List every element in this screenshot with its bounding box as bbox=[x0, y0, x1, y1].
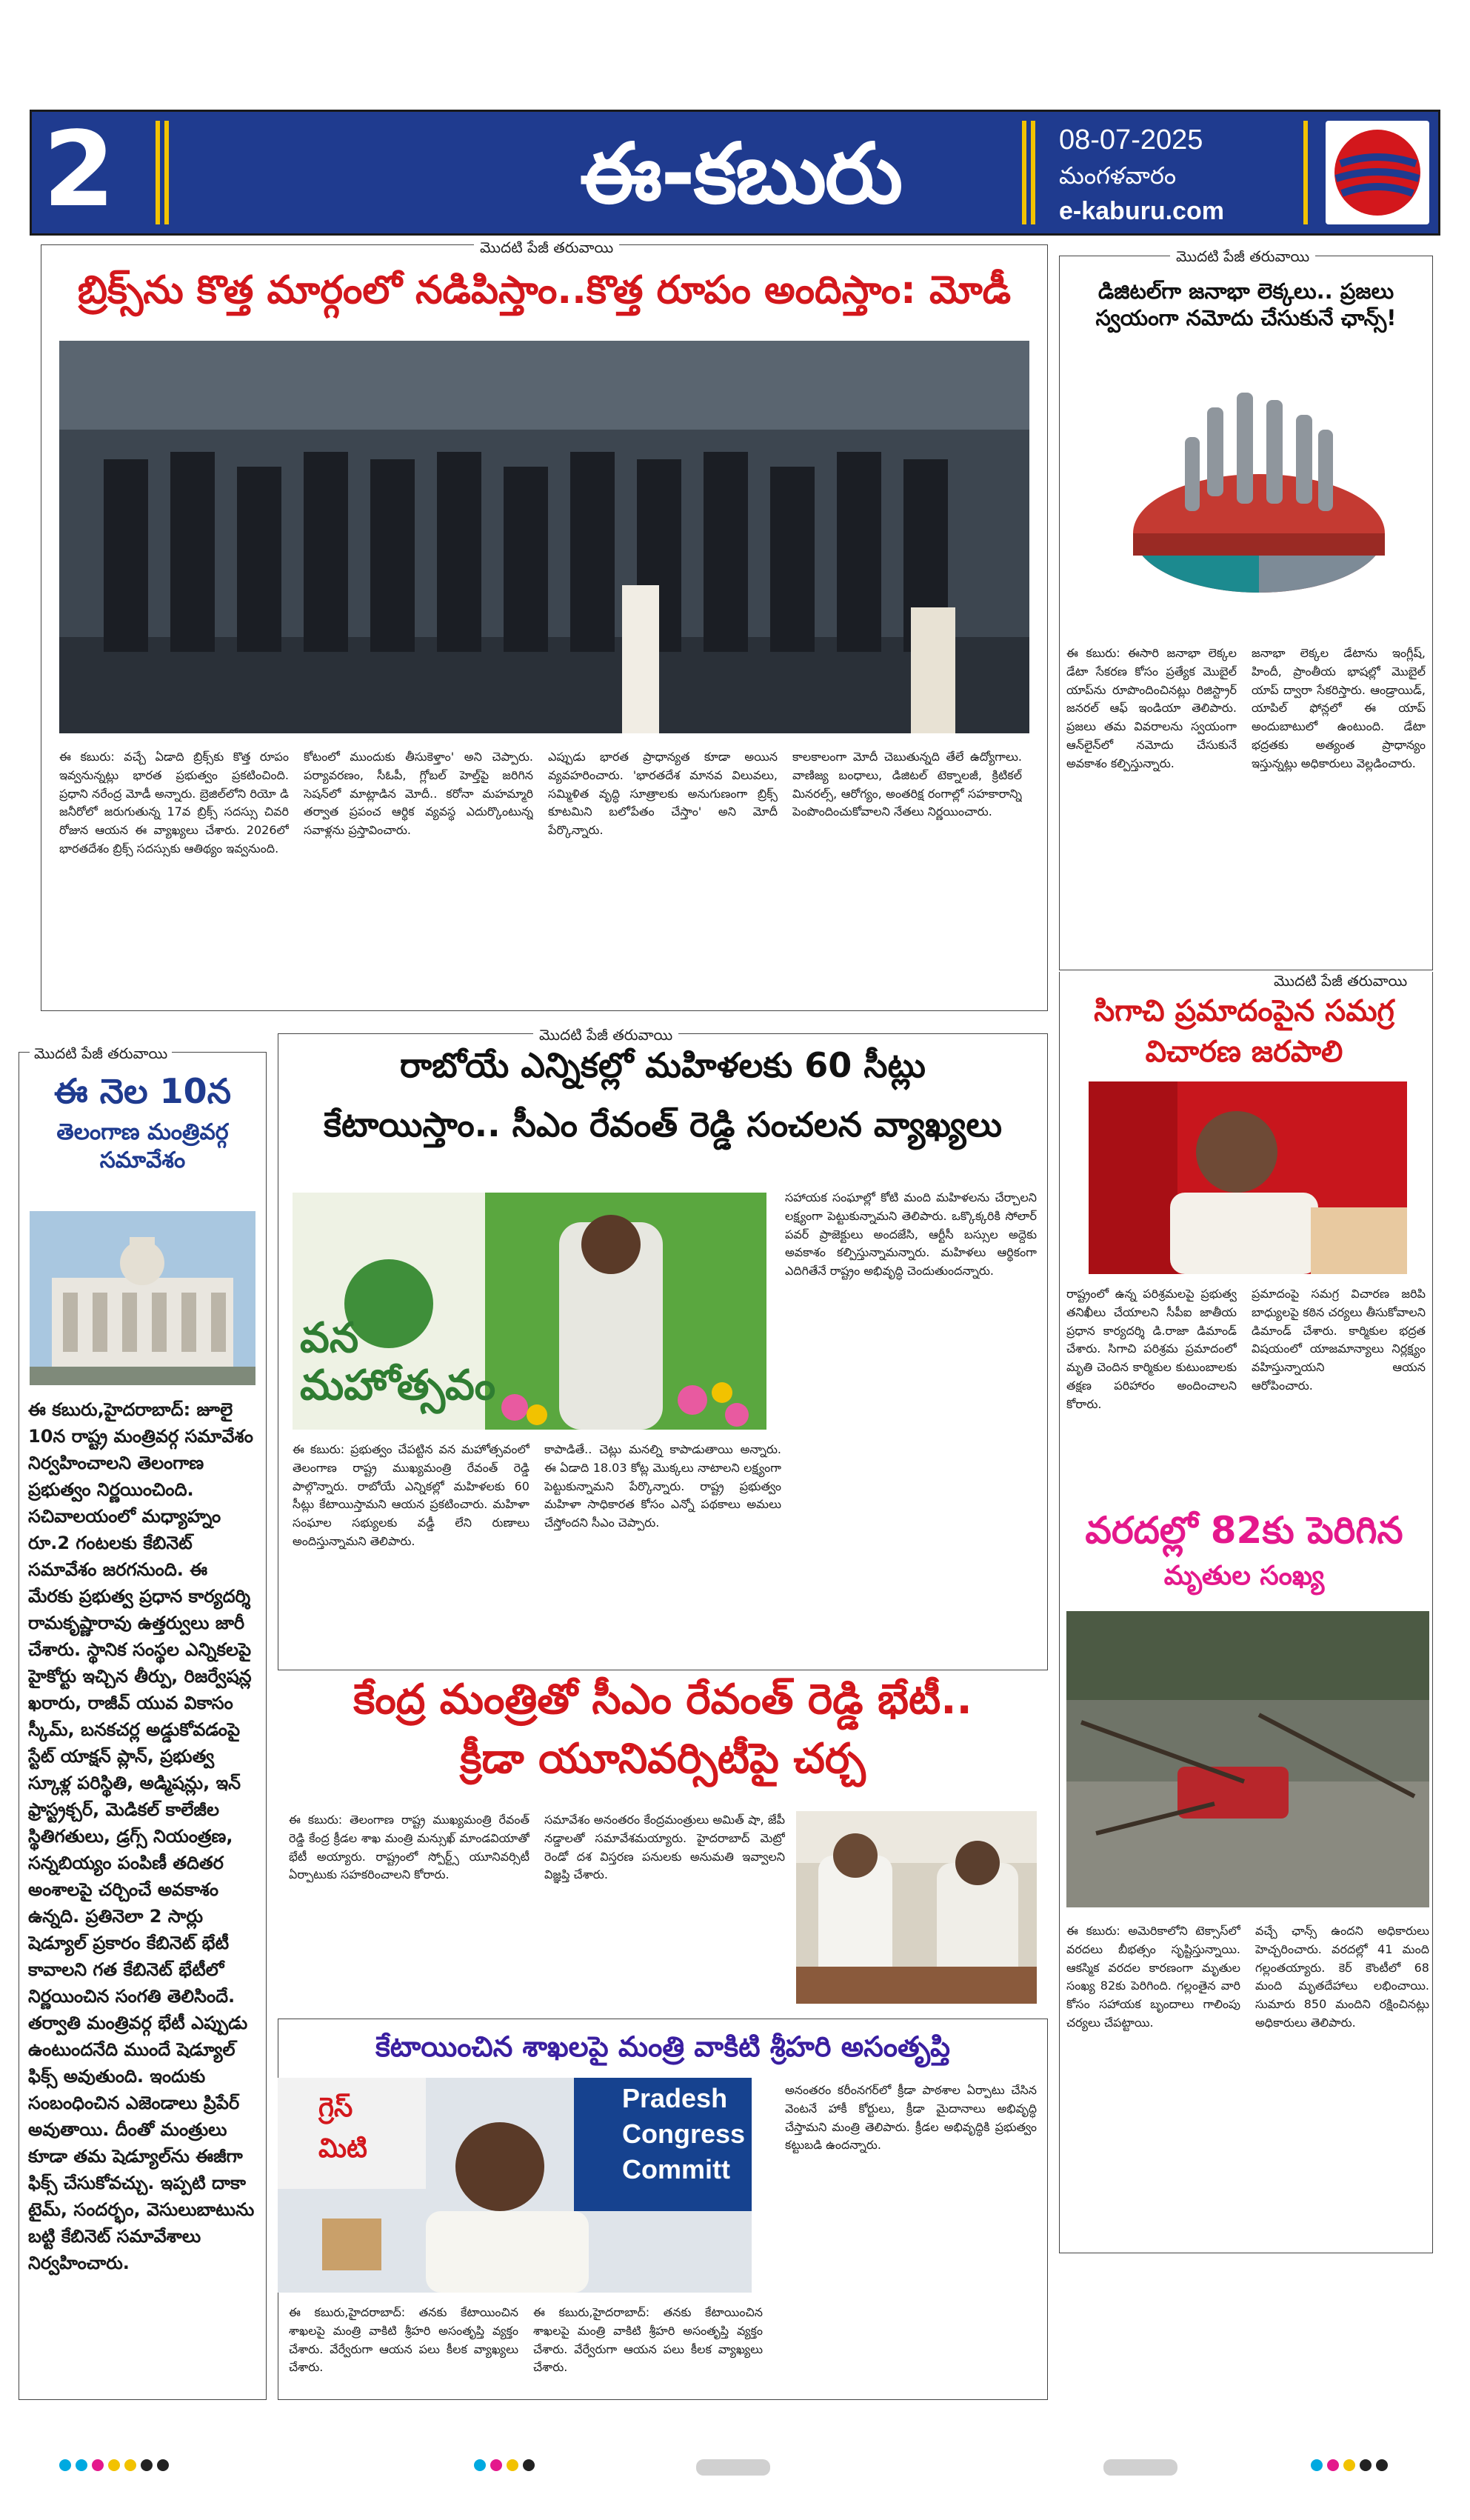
color-registration-mark bbox=[1311, 2459, 1392, 2476]
sigachi-column-1: రాష్ట్రంలో ఉన్న పరిశ్రమలపై ప్రభుత్వ తనిఖీలు చేయాలని సీపీఐ జాతీయ ప్రధాన కార్యదర్శి డి.రాజా డిమాండ్ చేశారు. సిగాచి పరిశ్రమ ప్రమాదంలో మృతి చెందిన కార్మికుల కుటుంబాలకు తక్షణ పరిహారం అందించాలని కోరారు. bbox=[1066, 1287, 1237, 1411]
vakiti-column-2: ఈ కబురు,హైదరాబాద్: తనకు కేటాయించిన శాఖలపై మంత్రి వాకిటి శ్రీహరి అసంతృప్తి వ్యక్తం చేశారు. వేర్వేరుగా ఆయన పలు కీలక వ్యాఖ్యలు చేశారు. bbox=[533, 2305, 763, 2375]
census-column-1: ఈ కబురు: ఈసారి జనాభా లెక్కల డేటా సేకరణ కోసం ప్రత్యేక మొబైల్ యాప్‌ను రూపొందించినట్లు రిజిస్ట్రార్ జనరల్ ఆఫ్ ఇండియా తెలిపారు. ప్రజలు తమ వివరాలను స్వయంగా ఆన్‌లైన్‌లో నమోదు చేసుకునే అవకాశం కల్పిస్తున్నారు. bbox=[1066, 646, 1237, 770]
vana-mahotsavam-banner: వన మహోత్సవం bbox=[300, 1314, 496, 1410]
right-column-frame bbox=[1059, 972, 1433, 2253]
sports-university-headline-line-2: క్రీడా యూనివర్సిటీపై చర్చ bbox=[460, 1735, 866, 1783]
page-number: 2 bbox=[43, 110, 116, 230]
brics-column-3: ఎప్పుడు భారత ప్రాధాన్యత కూడా అయిన వ్యవహరించారు. 'భారతదేశ మానవ విలువలు, సమ్మిళిత వృద్ధి సూత్రాలకు అనుగుణంగా బ్రిక్స్ కూటమిని బలోపేతం చేస్తాం' అని మోదీ పేర్కొన్నారు. bbox=[548, 750, 778, 838]
floods-headline-line-1: వరదల్లో 82కు పెరిగిన bbox=[1085, 1509, 1403, 1552]
color-registration-mark bbox=[59, 2459, 173, 2476]
census-kicker: మొదటి పేజీ తరువాయి bbox=[1170, 247, 1315, 269]
masthead-divider bbox=[1303, 121, 1308, 224]
floods-headline-line-2: మృతుల సంఖ్య bbox=[1163, 1561, 1325, 1591]
sports-university-column-2: సమావేశం అనంతరం కేంద్రమంత్రులు అమిత్ షా, జేపీ నడ్డాలతో సమావేశమయ్యారు. హైదరాబాద్ మెట్రో రెండో దశ విస్తరణ పనులకు అనుమతి ఇవ్వాలని విజ్ఞప్తి చేశారు. bbox=[544, 1813, 785, 1882]
census-headline: డిజిటల్‌గా జనాభా లెక్కలు.. ప్రజలు స్వయంగా నమోదు చేసుకునే ఛాన్స్! bbox=[1095, 279, 1397, 331]
cm-meeting-photo bbox=[796, 1811, 1037, 2004]
floods-column-1: ఈ కబురు: అమెరికాలోని టెక్సాస్‌లో వరదలు బీభత్సం సృష్టిస్తున్నాయి. ఆకస్మిక వరదల కారణంగా మృతుల సంఖ్య 82కు పెరిగింది. గల్లంతైన వారి కోసం సహాయక బృందాలు గాలింపు చర్యలు చేపట్టాయి. bbox=[1066, 1924, 1240, 2030]
vakiti-banner-english-1: Pradesh bbox=[622, 2083, 728, 2113]
vakiti-column-1: ఈ కబురు,హైదరాబాద్: తనకు కేటాయించిన శాఖలపై మంత్రి వాకిటి శ్రీహరి అసంతృప్తి వ్యక్తం చేశారు. వేర్వేరుగా ఆయన పలు కీలక వ్యాఖ్యలు చేశారు. bbox=[289, 2305, 518, 2375]
issue-day: మంగళవారం bbox=[1059, 161, 1177, 190]
brics-column-4: కాలకాలంగా మోదీ చెబుతున్నది తేలే ఉద్యోగాలు. వాణిజ్య బంధాలు, డిజిటల్ టెక్నాలజీ, క్రిటికల్ మినరల్స్, ఆరోగ్యం, అంతరిక్ష రంగాల్లో సహకారాన్ని పెంపొందించుకోవాలని నేతలు నిర్ణయించారు. bbox=[792, 750, 1022, 819]
sigachi-kicker: మొదటి పేజీ తరువాయి bbox=[1274, 972, 1408, 990]
brand-logo bbox=[1326, 121, 1429, 224]
women-seats-headline-line-2: కేటాయిస్తాం.. సీఎం రేవంత్ రెడ్డి సంచలన వ్యాఖ్యలు bbox=[323, 1104, 1003, 1144]
census-illustration bbox=[1118, 348, 1400, 630]
newspaper-title: ఈ-కబురు bbox=[579, 126, 902, 222]
vakiti-banner-english-2: Congress bbox=[622, 2119, 746, 2149]
vakiti-headline: కేటాయించిన శాఖలపై మంత్రి వాకిటి శ్రీహరి అసంతృప్తి bbox=[375, 2030, 951, 2063]
cabinet-kicker: మొదటి పేజీ తరువాయి bbox=[30, 1044, 172, 1066]
brics-kicker: మొదటి పేజీ తరువాయి bbox=[474, 239, 619, 260]
vakiti-banner-english-3: Committ bbox=[622, 2154, 730, 2184]
vakiti-banner-telugu-2: మిటి bbox=[318, 2133, 367, 2164]
sigachi-column-2: ప్రమాదంపై సమగ్ర విచారణ జరిపి బాధ్యులపై కఠిన చర్యలు తీసుకోవాలని డిమాండ్ చేశారు. కార్మికుల భద్రత విషయంలో యాజమాన్యాలు నిర్లక్ష్యం వహిస్తున్నాయని ఆయన ఆరోపించారు. bbox=[1252, 1287, 1426, 1393]
brics-leaders-photo bbox=[59, 341, 1029, 733]
website-link[interactable]: e-kaburu.com bbox=[1059, 197, 1224, 225]
grey-registration-bar bbox=[696, 2459, 770, 2476]
masthead-divider bbox=[1031, 121, 1035, 224]
women-seats-column-3: సహాయక సంఘాల్లో కోటి మంది మహిళలను చేర్చాలని లక్ష్యంగా పెట్టుకున్నామని తెలిపారు. ఒక్కొక్కరికి సోలార్ పవర్ ప్రాజెక్టులు అందజేసి, ఆర్టీసీ బస్సుల అద్దెకు అవకాశం కల్పిస్తున్నామన్నారు. మహిళలు ఆర్థికంగా ఎదిగితేనే రాష్ట్రం అభివృద్ధి చెందుతుందన్నారు. bbox=[785, 1190, 1037, 1279]
women-seats-column-2: కాపాడితే.. చెట్లు మనల్ని కాపాడుతాయి అన్నారు. ఈ ఏడాది 18.03 కోట్ల మొక్కలు నాటాలని లక్ష్యంగా పెట్టుకున్నామని పేర్కొన్నారు. రాష్ట్ర ప్రభుత్వం మహిళా సాధికారత కోసం ఎన్నో పథకాలు అమలు చేస్తోందని సీఎం చెప్పారు. bbox=[544, 1442, 781, 1530]
brand-logo-icon bbox=[1326, 121, 1429, 224]
vakiti-column-3: అనంతరం కరీంనగర్‌లో క్రీడా పాఠశాల ఏర్పాటు చేసిన వెంటనే హాకీ కోర్టులు, క్రీడా మైదానాలు అభివృద్ధి చేస్తామని మంత్రి తెలిపారు. క్రీడల అభివృద్ధికి ప్రభుత్వం కట్టుబడి ఉందన్నారు. bbox=[785, 2083, 1037, 2153]
floods-column-2: వచ్చే ఛాన్స్ ఉందని అధికారులు హెచ్చరించారు. వరదల్లో 41 మంది గల్లంతయ్యారు. కెర్ కౌంటీలో 68 మంది మృతదేహాలు లభించాయి. సుమారు 850 మందిని రక్షించినట్లు అధికారులు తెలిపారు. bbox=[1255, 1924, 1429, 2030]
cabinet-headline-line-2: తెలంగాణ మంత్రివర్గ సమావేశం bbox=[56, 1119, 229, 1173]
census-column-2: జనాభా లెక్కల డేటాను ఇంగ్లీష్, హిందీ, ప్రాంతీయ భాషల్లో మొబైల్ యాప్ ద్వారా సేకరిస్తారు. ఆండ్రాయిడ్, యాపిల్ ఫోన్లలో ఈ యాప్ అందుబాటులో ఉంటుంది. డేటా భద్రతకు అత్యంత ప్రాధాన్యం ఇస్తున్నట్లు అధికారులు వెల్లడించారు. bbox=[1252, 646, 1426, 770]
grey-registration-bar bbox=[1103, 2459, 1177, 2476]
sigachi-headline-line-2: విచారణ జరపాలి bbox=[1145, 1035, 1343, 1069]
women-seats-headline-line-1: రాబోయే ఎన్నికల్లో మహిళలకు 60 సీట్లు bbox=[400, 1045, 926, 1085]
masthead-divider bbox=[164, 121, 169, 224]
women-seats-kicker: మొదటి పేజీ తరువాయి bbox=[533, 1026, 678, 1047]
brics-headline: బ్రిక్స్‌ను కొత్త మార్గంలో నడిపిస్తాం..కొత్త రూపం అందిస్తాం: మోడీ bbox=[77, 268, 1012, 313]
sports-university-headline-line-1: కేంద్ర మంత్రితో సీఎం రేవంత్ రెడ్డి భేటీ.. bbox=[353, 1676, 972, 1724]
brics-column-2: కోటంలో ముందుకు తీసుకెళ్తాం' అని చెప్పారు. పర్యావరణం, సీఓపీ, గ్లోబల్ హెల్త్‌పై జరిగిన సెషన్‌లో మాట్లాడిన మోదీ.. కరోనా మహమ్మారి తర్వాత ప్రపంచ ఆర్థిక వ్యవస్థ ఎదుర్కొంటున్న సవాళ్లను ప్రస్తావించారు. bbox=[304, 750, 533, 838]
brics-column-1: ఈ కబురు: వచ్చే ఏడాది బ్రిక్స్‌కు కొత్త రూపం ఇవ్వనున్నట్లు భారత ప్రభుత్వం ప్రకటించింది. ప్రధాని నరేంద్ర మోడీ అన్నారు. బ్రెజిల్‌లోని రియో డి జనీరోలో జరుగుతున్న 17వ బ్రిక్స్ సదస్సు చివరి రోజున ఆయన ఈ వ్యాఖ్యలు చేశారు. 2026లో భారతదేశం బ్రిక్స్ సదస్సుకు ఆతిథ్యం ఇవ్వనుంది. bbox=[59, 750, 289, 856]
women-seats-column-1: ఈ కబురు: ప్రభుత్వం చేపట్టిన వన మహోత్సవంలో తెలంగాణ రాష్ట్ర ముఖ్యమంత్రి రేవంత్ రెడ్డి పాల్గొన్నారు. రాబోయే ఎన్నికల్లో మహిళలకు 60 సీట్లు కేటాయిస్తామని ఆయన ప్రకటించారు. మహిళా సంఘాల సభ్యులకు వడ్డీ లేని రుణాలు అందిస్తున్నామని తెలిపారు. bbox=[293, 1442, 529, 1548]
vakiti-banner-telugu-1: గ్రెస్ bbox=[318, 2093, 353, 2123]
color-registration-mark bbox=[474, 2459, 539, 2476]
cabinet-headline-line-1: ఈ నెల 10న bbox=[54, 1071, 231, 1111]
sigachi-headline-line-1: సిగాచి ప్రమాదంపైన సమగ్ర bbox=[1094, 994, 1394, 1028]
sports-university-column-1: ఈ కబురు: తెలంగాణ రాష్ట్ర ముఖ్యమంత్రి రేవంత్ రెడ్డి కేంద్ర క్రీడల శాఖ మంత్రి మన్సుఖ్ మాండవియాతో భేటీ అయ్యారు. రాష్ట్రంలో స్పోర్ట్స్ యూనివర్సిటీ ఏర్పాటుకు సహకరించాలని కోరారు. bbox=[289, 1813, 529, 1882]
cabinet-body: ఈ కబురు,హైదరాబాద్: జూలై 10న రాష్ట్ర మంత్రివర్గ సమావేశం నిర్వహించాలని తెలంగాణ ప్రభుత్వం నిర్ణయించింది. సచివాలయంలో మధ్యాహ్నం రూ.2 గంటలకు కేబినెట్ సమావేశం జరగనుంది. ఈ మేరకు ప్రభుత్వ ప్రధాన కార్యదర్శి రామకృష్ణారావు ఉత్తర్వులు జారీ చేశారు. స్థానిక సంస్థల ఎన్నికలపై హైకోర్టు ఇచ్చిన తీర్పు, రిజర్వేషన్ల ఖరారు, రాజీవ్ యువ వికాసం స్కీమ్, బనకచర్ల అడ్డుకోవడంపై స్టేట్ యాక్షన్ ప్లాన్, ప్రభుత్వ స్కూళ్ల పరిస్థితి, అడ్మిషన్లు, ఇన్ ఫ్రాస్ట్రక్చర్, మెడికల్ కాలేజీల స్థితిగతులు, డ్రగ్స్ నియంత్రణ, సన్నబియ్యం పంపిణీ తదితర అంశాలపై చర్చించే అవకాశం ఉన్నది. ప్రతినెలా 2 సార్లు షెడ్యూల్ ప్రకారం కేబినెట్ భేటీ కావాలని గత కేబినెట్ భేటీలో నిర్ణయించిన సంగతి తెలిసిందే. తర్వాతి మంత్రివర్గ భేటీ ఎప్పుడు ఉంటుందనేది ముందే షెడ్యూల్ ఫిక్స్ అవుతుంది. ఇందుకు సంబంధించిన ఎజెండాలు ప్రిపేర్ అవుతాయి. దీంతో మంత్రులు కూడా తమ షెడ్యూల్‌ను ఈజీగా ఫిక్స్ చేసుకోవచ్చు. ఇప్పటి దాకా టైమ్, సందర్భం, వెసులుబాటును బట్టి కేబినెట్ సమావేశాలు నిర్వహించారు. bbox=[28, 1399, 255, 2273]
issue-date: 08-07-2025 bbox=[1059, 124, 1203, 156]
masthead-divider bbox=[156, 121, 160, 224]
secretariat-photo bbox=[30, 1211, 255, 1385]
masthead-divider bbox=[1022, 121, 1026, 224]
